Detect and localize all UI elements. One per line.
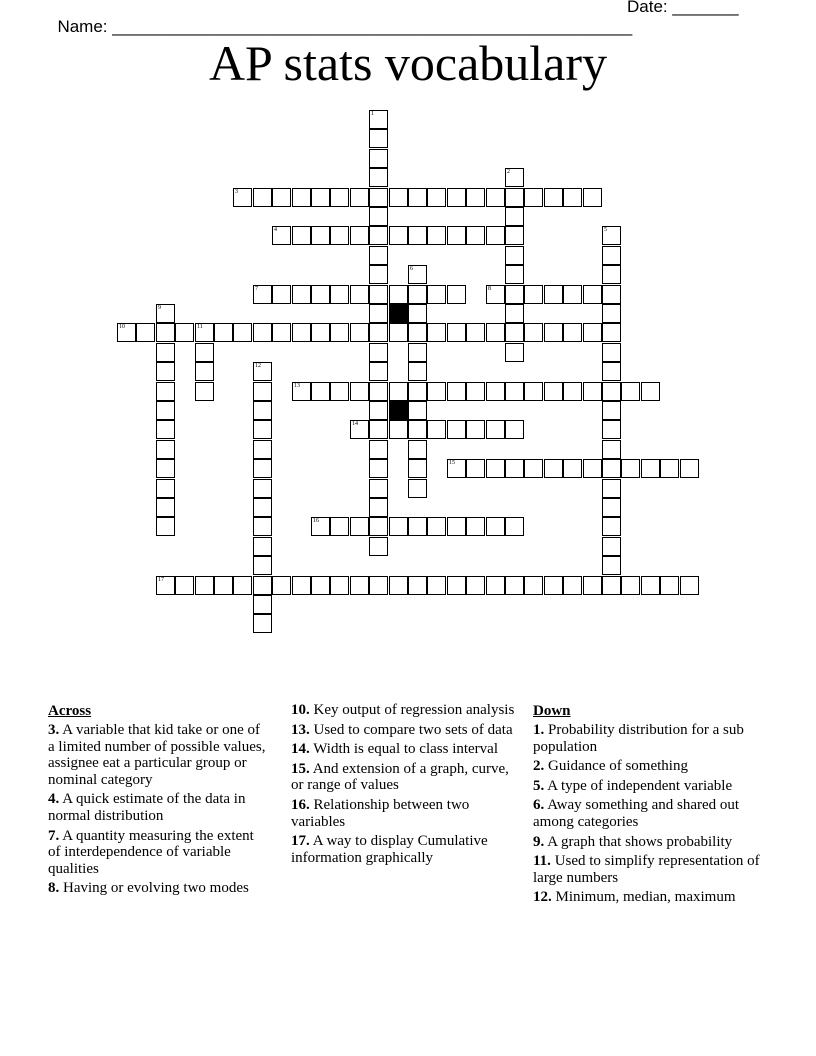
grid-cell[interactable] — [602, 382, 621, 401]
grid-cell[interactable] — [466, 459, 485, 478]
grid-cell[interactable] — [505, 226, 524, 245]
clue-down-1: 1. Probability distribution for a sub population — [533, 722, 744, 755]
grid-cell[interactable] — [311, 226, 330, 245]
grid-cell[interactable] — [505, 459, 524, 478]
grid-cell[interactable] — [524, 188, 543, 207]
clue-across-3: 3. A variable that kid take or one of a limited number of possible values, assignee eat a particular group or nominal category — [48, 722, 266, 788]
grid-cell[interactable] — [156, 401, 175, 420]
grid-cell[interactable] — [544, 459, 563, 478]
grid-cell[interactable] — [253, 537, 272, 556]
grid-cell[interactable] — [447, 323, 466, 342]
grid-cell[interactable] — [466, 382, 485, 401]
grid-cell[interactable] — [272, 285, 291, 304]
grid-cell[interactable] — [505, 420, 524, 439]
grid-cell[interactable] — [544, 382, 563, 401]
grid-cell[interactable] — [408, 226, 427, 245]
grid-cell[interactable] — [408, 285, 427, 304]
grid-cell[interactable] — [563, 323, 582, 342]
across-clues-column-2 — [291, 702, 516, 869]
grid-cell[interactable] — [427, 420, 446, 439]
grid-cell[interactable] — [350, 517, 369, 536]
grid-cell[interactable] — [369, 168, 388, 187]
grid-cell[interactable] — [427, 226, 446, 245]
grid-cell[interactable] — [486, 226, 505, 245]
grid-cell[interactable] — [621, 382, 640, 401]
grid-cell[interactable] — [350, 420, 369, 439]
clue-number: 6 — [410, 266, 413, 272]
grid-cell[interactable] — [621, 576, 640, 595]
grid-cell[interactable] — [602, 323, 621, 342]
grid-cell[interactable] — [563, 188, 582, 207]
grid-cell[interactable] — [583, 459, 602, 478]
grid-cell[interactable] — [486, 285, 505, 304]
grid-cell[interactable] — [330, 226, 349, 245]
grid-cell[interactable] — [292, 382, 311, 401]
clue-down-2: 2. Guidance of something — [533, 758, 688, 775]
grid-cell[interactable] — [195, 343, 214, 362]
page-title: AP stats vocabulary — [208, 35, 608, 91]
grid-cell[interactable] — [233, 323, 252, 342]
grid-cell[interactable] — [156, 440, 175, 459]
clue-across-10: 10. Key output of regression analysis — [291, 702, 515, 718]
grid-cell[interactable] — [602, 362, 621, 381]
grid-cell[interactable] — [156, 479, 175, 498]
grid-cell[interactable] — [447, 226, 466, 245]
grid-cell[interactable] — [602, 226, 621, 245]
grid-cell[interactable] — [427, 576, 446, 595]
clue-down-9: 9. A graph that shows probability — [533, 833, 733, 850]
grid-cell[interactable] — [408, 440, 427, 459]
clue-number: 11 — [197, 324, 203, 330]
grid-cell[interactable] — [330, 382, 349, 401]
clue-number: 9 — [158, 305, 161, 311]
grid-cell[interactable] — [253, 420, 272, 439]
grid-cell[interactable] — [369, 285, 388, 304]
grid-cell[interactable] — [253, 188, 272, 207]
grid-cell[interactable] — [253, 459, 272, 478]
grid-cell[interactable] — [641, 459, 660, 478]
across-clues-column-1 — [48, 702, 268, 900]
grid-cell[interactable] — [369, 498, 388, 517]
grid-cell[interactable] — [680, 576, 699, 595]
grid-cell[interactable] — [563, 285, 582, 304]
grid-cell[interactable] — [369, 537, 388, 556]
grid-cell[interactable] — [156, 382, 175, 401]
grid-cell[interactable] — [505, 323, 524, 342]
grid-cell[interactable] — [350, 226, 369, 245]
grid-cell[interactable] — [641, 576, 660, 595]
grid-cell[interactable] — [369, 246, 388, 265]
grid-cell[interactable] — [408, 459, 427, 478]
grid-cell[interactable] — [486, 517, 505, 536]
grid-cell[interactable] — [369, 576, 388, 595]
grid-cell[interactable] — [544, 285, 563, 304]
grid-cell[interactable] — [486, 188, 505, 207]
grid-cell[interactable] — [389, 323, 408, 342]
clue-across-7: 7. A quantity measuring the extent of interdependence of variable qualities — [48, 827, 254, 877]
grid-cell[interactable] — [389, 188, 408, 207]
clue-number: 1 — [371, 111, 374, 117]
grid-cell[interactable] — [195, 382, 214, 401]
grid-cell[interactable] — [272, 188, 291, 207]
grid-cell[interactable] — [447, 459, 466, 478]
grid-cell[interactable] — [369, 343, 388, 362]
grid-cell[interactable] — [602, 479, 621, 498]
grid-cell[interactable] — [660, 459, 679, 478]
grid-cell[interactable] — [292, 285, 311, 304]
clue-across-15: 15. And extension of a graph, curve, or range of values — [291, 760, 509, 794]
grid-cell[interactable] — [369, 110, 388, 129]
grid-cell[interactable] — [505, 265, 524, 284]
grid-cell[interactable] — [602, 285, 621, 304]
clue-down-11: 11. Used to simplify representation of large numbers — [533, 853, 760, 886]
grid-cell[interactable] — [505, 343, 524, 362]
grid-cell[interactable] — [505, 246, 524, 265]
grid-cell[interactable] — [583, 576, 602, 595]
clue-down-6: 6. Away something and shared out among categories — [533, 797, 740, 830]
grid-cell[interactable] — [602, 401, 621, 420]
grid-cell[interactable] — [621, 459, 640, 478]
grid-cell[interactable] — [350, 285, 369, 304]
grid-cell[interactable] — [175, 323, 194, 342]
grid-cell[interactable] — [253, 595, 272, 614]
grid-cell[interactable] — [602, 420, 621, 439]
grid-cell[interactable] — [369, 226, 388, 245]
clue-number: 4 — [274, 227, 277, 233]
grid-cell[interactable] — [156, 498, 175, 517]
grid-cell[interactable] — [156, 304, 175, 323]
grid-cell[interactable] — [544, 576, 563, 595]
grid-cell[interactable] — [311, 323, 330, 342]
grid-cell[interactable] — [660, 576, 679, 595]
grid-cell[interactable] — [311, 382, 330, 401]
grid-cell[interactable] — [447, 285, 466, 304]
grid-cell[interactable] — [253, 362, 272, 381]
grid-cell[interactable] — [447, 517, 466, 536]
grid-cell[interactable] — [350, 576, 369, 595]
grid-cell[interactable] — [602, 246, 621, 265]
grid-cell[interactable] — [408, 362, 427, 381]
clue-number: 17 — [158, 577, 164, 583]
grid-cell[interactable] — [447, 382, 466, 401]
grid-cell[interactable] — [350, 382, 369, 401]
grid-cell[interactable] — [330, 188, 349, 207]
grid-cell[interactable] — [389, 576, 408, 595]
grid-cell[interactable] — [214, 576, 233, 595]
grid-cell[interactable] — [544, 323, 563, 342]
grid-cell[interactable] — [466, 576, 485, 595]
grid-cell[interactable] — [408, 401, 427, 420]
clue-number: 12 — [255, 363, 261, 369]
grid-cell[interactable] — [563, 382, 582, 401]
grid-cell[interactable] — [583, 188, 602, 207]
grid-cell[interactable] — [408, 323, 427, 342]
grid-cell[interactable] — [505, 207, 524, 226]
grid-cell[interactable] — [466, 323, 485, 342]
clue-number: 2 — [507, 169, 510, 175]
grid-cell[interactable] — [156, 343, 175, 362]
grid-cell[interactable] — [330, 323, 349, 342]
grid-cell[interactable] — [583, 285, 602, 304]
grid-cell[interactable] — [427, 517, 446, 536]
grid-cell[interactable] — [486, 323, 505, 342]
grid-cell[interactable] — [253, 285, 272, 304]
grid-cell[interactable] — [253, 382, 272, 401]
grid-cell[interactable] — [369, 265, 388, 284]
grid-cell[interactable] — [136, 323, 155, 342]
grid-cell[interactable] — [563, 576, 582, 595]
grid-cell[interactable] — [505, 576, 524, 595]
grid-cell[interactable] — [272, 576, 291, 595]
grid-cell[interactable] — [505, 304, 524, 323]
grid-cell[interactable] — [602, 537, 621, 556]
grid-cell[interactable] — [602, 304, 621, 323]
date-field[interactable]: Date: _______ — [627, 0, 739, 16]
grid-cell[interactable] — [369, 129, 388, 148]
grid-cell[interactable] — [195, 576, 214, 595]
grid-cell[interactable] — [253, 614, 272, 633]
clue-across-13: 13. Used to compare two sets of data — [291, 721, 513, 738]
grid-cell[interactable] — [233, 576, 252, 595]
grid-cell[interactable] — [408, 517, 427, 536]
clue-number: 15 — [449, 460, 455, 466]
grid-cell[interactable] — [680, 459, 699, 478]
grid-cell[interactable] — [311, 576, 330, 595]
name-field[interactable]: Name: _______________________________________________________ — [57, 17, 633, 36]
clue-number: 7 — [255, 286, 258, 292]
grid-cell[interactable] — [156, 459, 175, 478]
clue-down-5: 5. A type of independent variable — [533, 777, 733, 794]
grid-cell[interactable] — [408, 343, 427, 362]
grid-cell[interactable] — [447, 188, 466, 207]
grid-cell[interactable] — [641, 382, 660, 401]
grid-cell[interactable] — [408, 382, 427, 401]
grid-cell[interactable] — [233, 188, 252, 207]
grid-cell[interactable] — [389, 420, 408, 439]
grid-cell[interactable] — [544, 188, 563, 207]
down-heading: Down — [533, 703, 571, 719]
grid-cell[interactable] — [524, 459, 543, 478]
clue-across-4: 4. A quick estimate of the data in normal distribution — [48, 791, 246, 824]
grid-block — [389, 304, 408, 323]
grid-cell[interactable] — [272, 323, 291, 342]
clue-down-12: 12. Minimum, median, maximum — [533, 889, 736, 906]
grid-cell[interactable] — [156, 576, 175, 595]
grid-cell[interactable] — [486, 459, 505, 478]
grid-cell[interactable] — [195, 323, 214, 342]
clue-number: 10 — [119, 324, 125, 330]
grid-cell[interactable] — [602, 576, 621, 595]
grid-cell[interactable] — [602, 517, 621, 536]
grid-cell[interactable] — [505, 285, 524, 304]
grid-cell[interactable] — [292, 323, 311, 342]
grid-cell[interactable] — [602, 498, 621, 517]
grid-cell[interactable] — [389, 226, 408, 245]
grid-cell[interactable] — [156, 323, 175, 342]
grid-cell[interactable] — [369, 207, 388, 226]
grid-cell[interactable] — [466, 226, 485, 245]
grid-cell[interactable] — [311, 188, 330, 207]
grid-cell[interactable] — [369, 382, 388, 401]
grid-cell[interactable] — [369, 362, 388, 381]
clue-across-16: 16. Relationship between two variables — [291, 796, 470, 830]
clue-number: 5 — [604, 227, 607, 233]
grid-cell[interactable] — [253, 440, 272, 459]
grid-cell[interactable] — [369, 479, 388, 498]
grid-cell[interactable] — [602, 440, 621, 459]
grid-cell[interactable] — [292, 226, 311, 245]
grid-cell[interactable] — [369, 440, 388, 459]
grid-cell[interactable] — [369, 149, 388, 168]
grid-cell[interactable] — [253, 556, 272, 575]
grid-cell[interactable] — [427, 323, 446, 342]
grid-cell[interactable] — [292, 576, 311, 595]
clue-across-17: 17. A way to display Cumulative information graphically — [291, 833, 488, 866]
clue-number: 8 — [488, 286, 491, 292]
grid-cell[interactable] — [253, 576, 272, 595]
grid-cell[interactable] — [505, 382, 524, 401]
down-clues-column — [533, 702, 763, 909]
grid-cell[interactable] — [466, 420, 485, 439]
clue-number: 14 — [352, 421, 358, 427]
clue-number: 16 — [313, 518, 319, 524]
grid-cell[interactable] — [214, 323, 233, 342]
grid-cell[interactable] — [389, 382, 408, 401]
grid-cell[interactable] — [408, 420, 427, 439]
grid-cell[interactable] — [175, 576, 194, 595]
grid-cell[interactable] — [505, 168, 524, 187]
grid-cell[interactable] — [466, 517, 485, 536]
grid-cell[interactable] — [369, 420, 388, 439]
clue-across-14: 14. Width is equal to class interval — [291, 741, 499, 758]
grid-cell[interactable] — [253, 401, 272, 420]
grid-cell[interactable] — [311, 285, 330, 304]
grid-cell[interactable] — [486, 420, 505, 439]
grid-block — [389, 401, 408, 420]
grid-cell[interactable] — [253, 479, 272, 498]
grid-cell[interactable] — [330, 285, 349, 304]
grid-cell[interactable] — [156, 420, 175, 439]
grid-cell[interactable] — [505, 517, 524, 536]
grid-cell[interactable] — [156, 362, 175, 381]
grid-cell[interactable] — [389, 517, 408, 536]
grid-cell[interactable] — [330, 517, 349, 536]
grid-cell[interactable] — [602, 265, 621, 284]
grid-cell[interactable] — [427, 285, 446, 304]
grid-cell[interactable] — [369, 188, 388, 207]
clue-number: 3 — [235, 189, 238, 195]
grid-cell[interactable] — [447, 420, 466, 439]
grid-cell[interactable] — [408, 304, 427, 323]
clue-across-8: 8. Having or evolving two modes — [48, 880, 249, 897]
grid-cell[interactable] — [524, 382, 543, 401]
across-heading: Across — [48, 703, 92, 719]
grid-cell[interactable] — [583, 382, 602, 401]
grid-cell[interactable] — [408, 188, 427, 207]
grid-cell[interactable] — [369, 304, 388, 323]
grid-cell[interactable] — [195, 362, 214, 381]
grid-cell[interactable] — [486, 382, 505, 401]
grid-cell[interactable] — [330, 576, 349, 595]
grid-cell[interactable] — [369, 517, 388, 536]
grid-cell[interactable] — [602, 343, 621, 362]
grid-cell[interactable] — [563, 459, 582, 478]
grid-cell[interactable] — [486, 576, 505, 595]
grid-cell[interactable] — [369, 323, 388, 342]
grid-cell[interactable] — [272, 226, 291, 245]
clue-number: 13 — [294, 383, 300, 389]
grid-cell[interactable] — [292, 188, 311, 207]
grid-cell[interactable] — [466, 188, 485, 207]
grid-cell[interactable] — [389, 285, 408, 304]
grid-cell[interactable] — [602, 556, 621, 575]
grid-cell[interactable] — [350, 188, 369, 207]
grid-cell[interactable] — [369, 401, 388, 420]
grid-cell[interactable] — [505, 188, 524, 207]
grid-cell[interactable] — [447, 576, 466, 595]
grid-cell[interactable] — [253, 498, 272, 517]
grid-cell[interactable] — [583, 323, 602, 342]
grid-cell[interactable] — [369, 459, 388, 478]
grid-cell[interactable] — [117, 323, 136, 342]
grid-cell[interactable] — [253, 323, 272, 342]
grid-cell[interactable] — [408, 576, 427, 595]
grid-cell[interactable] — [602, 459, 621, 478]
grid-cell[interactable] — [253, 517, 272, 536]
grid-cell[interactable] — [408, 479, 427, 498]
grid-cell[interactable] — [311, 517, 330, 536]
grid-cell[interactable] — [427, 188, 446, 207]
grid-cell[interactable] — [408, 265, 427, 284]
grid-cell[interactable] — [524, 576, 543, 595]
grid-cell[interactable] — [350, 323, 369, 342]
grid-cell[interactable] — [156, 517, 175, 536]
grid-cell[interactable] — [524, 285, 543, 304]
grid-cell[interactable] — [427, 382, 446, 401]
grid-cell[interactable] — [524, 323, 543, 342]
